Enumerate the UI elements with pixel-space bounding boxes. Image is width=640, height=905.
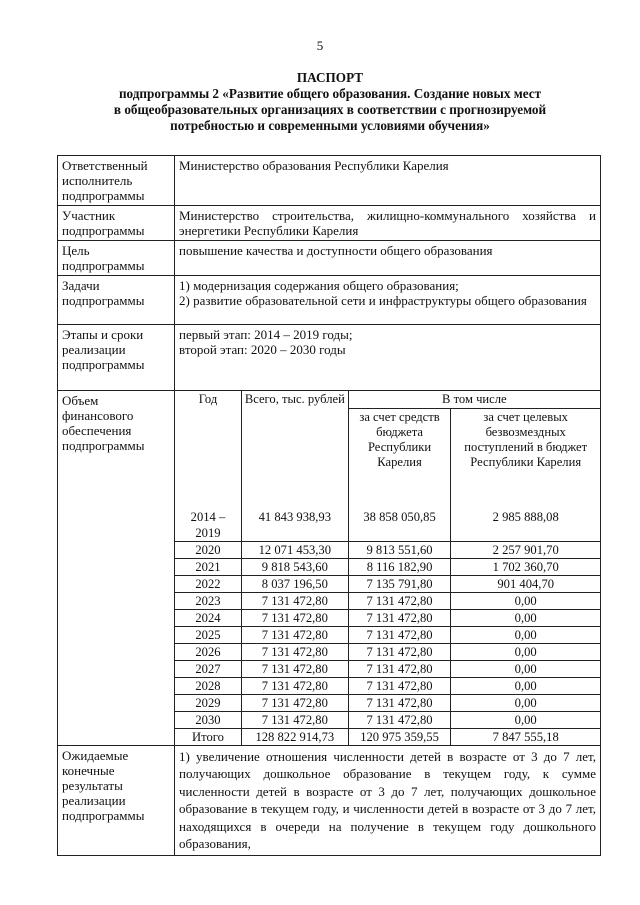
fin-data-row: [175, 711, 600, 728]
fin-cell-budget: 120 975 359,55: [348, 728, 451, 745]
fin-cell-budget: 7 131 472,80: [348, 660, 451, 677]
fin-cell-grants: 0,00: [451, 643, 600, 660]
header-grants: за счет целевых безвозмездных поступлений в бюджет Республики Карелия: [451, 409, 600, 509]
fin-data-row: [175, 558, 600, 575]
goal-label: Цель подпрограммы: [58, 241, 175, 276]
fin-cell-grants: 0,00: [451, 592, 600, 609]
fin-cell-year: 2014 – 2019: [175, 509, 241, 542]
fin-cell-year: 2022: [175, 575, 241, 592]
fin-cell-grants: 0,00: [451, 711, 600, 728]
fin-cell-budget: 7 131 472,80: [348, 643, 451, 660]
fin-cell-grants: 7 847 555,18: [451, 728, 600, 745]
fin-cell-budget: 9 813 551,60: [348, 541, 451, 558]
fin-cell-total: 7 131 472,80: [241, 711, 348, 728]
fin-cell-grants: 0,00: [451, 677, 600, 694]
goal-value: повышение качества и доступности общего образования: [175, 241, 601, 276]
row-tasks: [58, 276, 601, 325]
task-item-1: 1) модернизация содержания общего образования;: [179, 278, 459, 293]
fin-data-row: [175, 541, 600, 558]
fin-cell-total: 7 131 472,80: [241, 660, 348, 677]
results-label: Ожидаемые конечные результаты реализации подпрограммы: [58, 745, 175, 855]
executor-value: Министерство образования Республики Карелия: [175, 156, 601, 206]
row-executor: [58, 156, 601, 206]
fin-data-row: [175, 609, 600, 626]
fin-data-row: [175, 643, 600, 660]
row-results: [58, 745, 601, 855]
fin-cell-budget: 7 131 472,80: [348, 609, 451, 626]
fin-cell-total: 12 071 453,30: [241, 541, 348, 558]
fin-cell-year: 2026: [175, 643, 241, 660]
fin-cell-year: 2029: [175, 694, 241, 711]
tasks-label: Задачи подпрограммы: [58, 276, 175, 325]
fin-data-row: [175, 728, 600, 745]
fin-cell-budget: 8 116 182,90: [348, 558, 451, 575]
fin-cell-budget: 7 131 472,80: [348, 694, 451, 711]
fin-cell-total: 7 131 472,80: [241, 626, 348, 643]
fin-cell-grants: 2 985 888,08: [451, 509, 600, 542]
financing-label: Объем финансового обеспечения подпрограммы: [58, 391, 175, 746]
row-goal: [58, 241, 601, 276]
header-total: Всего, тыс. рублей: [241, 391, 348, 509]
fin-cell-year: 2021: [175, 558, 241, 575]
title-line-1: ПАСПОРТ: [296, 70, 364, 85]
fin-header-row-1: [175, 391, 600, 409]
fin-cell-total: 7 131 472,80: [241, 677, 348, 694]
header-budget: за счет средств бюджета Республики Карелия: [348, 409, 451, 509]
fin-cell-total: 128 822 914,73: [241, 728, 348, 745]
participant-value: Министерство строительства, жилищно-коммунального хозяйства и энергетики Республики Карелия: [175, 206, 601, 241]
fin-cell-total: 9 818 543,60: [241, 558, 348, 575]
fin-data-row: [175, 509, 600, 542]
fin-cell-grants: 2 257 901,70: [451, 541, 600, 558]
row-stages: [58, 325, 601, 391]
fin-cell-total: 7 131 472,80: [241, 643, 348, 660]
stages-label: Этапы и сроки реализации подпрограммы: [58, 325, 175, 391]
fin-cell-grants: 0,00: [451, 626, 600, 643]
fin-cell-budget: 7 135 791,80: [348, 575, 451, 592]
fin-cell-grants: 0,00: [451, 660, 600, 677]
title-line-2: подпрограммы 2 «Развитие общего образования. Создание новых мест: [118, 86, 542, 101]
fin-data-row: [175, 592, 600, 609]
passport-table: [57, 155, 601, 856]
fin-cell-budget: 7 131 472,80: [348, 677, 451, 694]
fin-cell-budget: 38 858 050,85: [348, 509, 451, 542]
fin-cell-budget: 7 131 472,80: [348, 592, 451, 609]
header-year: Год: [175, 391, 241, 509]
fin-data-row: [175, 575, 600, 592]
financing-cell: [175, 391, 601, 746]
fin-cell-budget: 7 131 472,80: [348, 711, 451, 728]
fin-cell-year: 2024: [175, 609, 241, 626]
fin-cell-total: 7 131 472,80: [241, 609, 348, 626]
results-value: 1) увеличение отношения численности детей в возрасте от 3 до 7 лет, получающих дошкольное образование в текущем году, к сумме численности детей в возрасте от 3 до 7 лет, получающих дошкольное образование в текущем году, и численности детей в возрасте от 3 до 7 лет, находящихся в очереди на получение в текущем году дошкольного образования,: [175, 745, 601, 855]
row-financing: [58, 391, 601, 746]
stage-2: второй этап: 2020 – 2030 годы: [179, 342, 346, 357]
fin-data-row: [175, 626, 600, 643]
fin-cell-year: 2030: [175, 711, 241, 728]
fin-cell-budget: 7 131 472,80: [348, 626, 451, 643]
stages-value: [175, 325, 601, 391]
fin-data-row: [175, 660, 600, 677]
fin-data-row: [175, 694, 600, 711]
title-line-4: потребностью и современными условиями обучения»: [170, 118, 490, 133]
financing-table: [175, 391, 600, 745]
fin-data-row: [175, 677, 600, 694]
fin-cell-total: 41 843 938,93: [241, 509, 348, 542]
fin-cell-year: 2023: [175, 592, 241, 609]
page-number: 5: [316, 38, 324, 53]
executor-label: Ответственный исполнитель подпрограммы: [58, 156, 175, 206]
header-including: В том числе: [348, 391, 600, 409]
tasks-value: [175, 276, 601, 325]
task-item-2: 2) развитие образовательной сети и инфраструктуры общего образования: [179, 293, 587, 308]
fin-cell-grants: 901 404,70: [451, 575, 600, 592]
stage-1: первый этап: 2014 – 2019 годы;: [179, 327, 353, 342]
fin-cell-grants: 1 702 360,70: [451, 558, 600, 575]
fin-cell-total: 7 131 472,80: [241, 592, 348, 609]
fin-cell-year: 2025: [175, 626, 241, 643]
participant-label: Участник подпрограммы: [58, 206, 175, 241]
fin-cell-year: Итого: [175, 728, 241, 745]
fin-cell-total: 8 037 196,50: [241, 575, 348, 592]
fin-cell-year: 2028: [175, 677, 241, 694]
fin-cell-total: 7 131 472,80: [241, 694, 348, 711]
financing-data: [175, 509, 600, 745]
fin-cell-grants: 0,00: [451, 609, 600, 626]
fin-cell-year: 2027: [175, 660, 241, 677]
document-title: [70, 70, 590, 134]
fin-cell-grants: 0,00: [451, 694, 600, 711]
fin-cell-year: 2020: [175, 541, 241, 558]
title-line-3: в общеобразовательных организациях в соответствии с прогнозируемой: [113, 102, 547, 117]
row-participant: [58, 206, 601, 241]
